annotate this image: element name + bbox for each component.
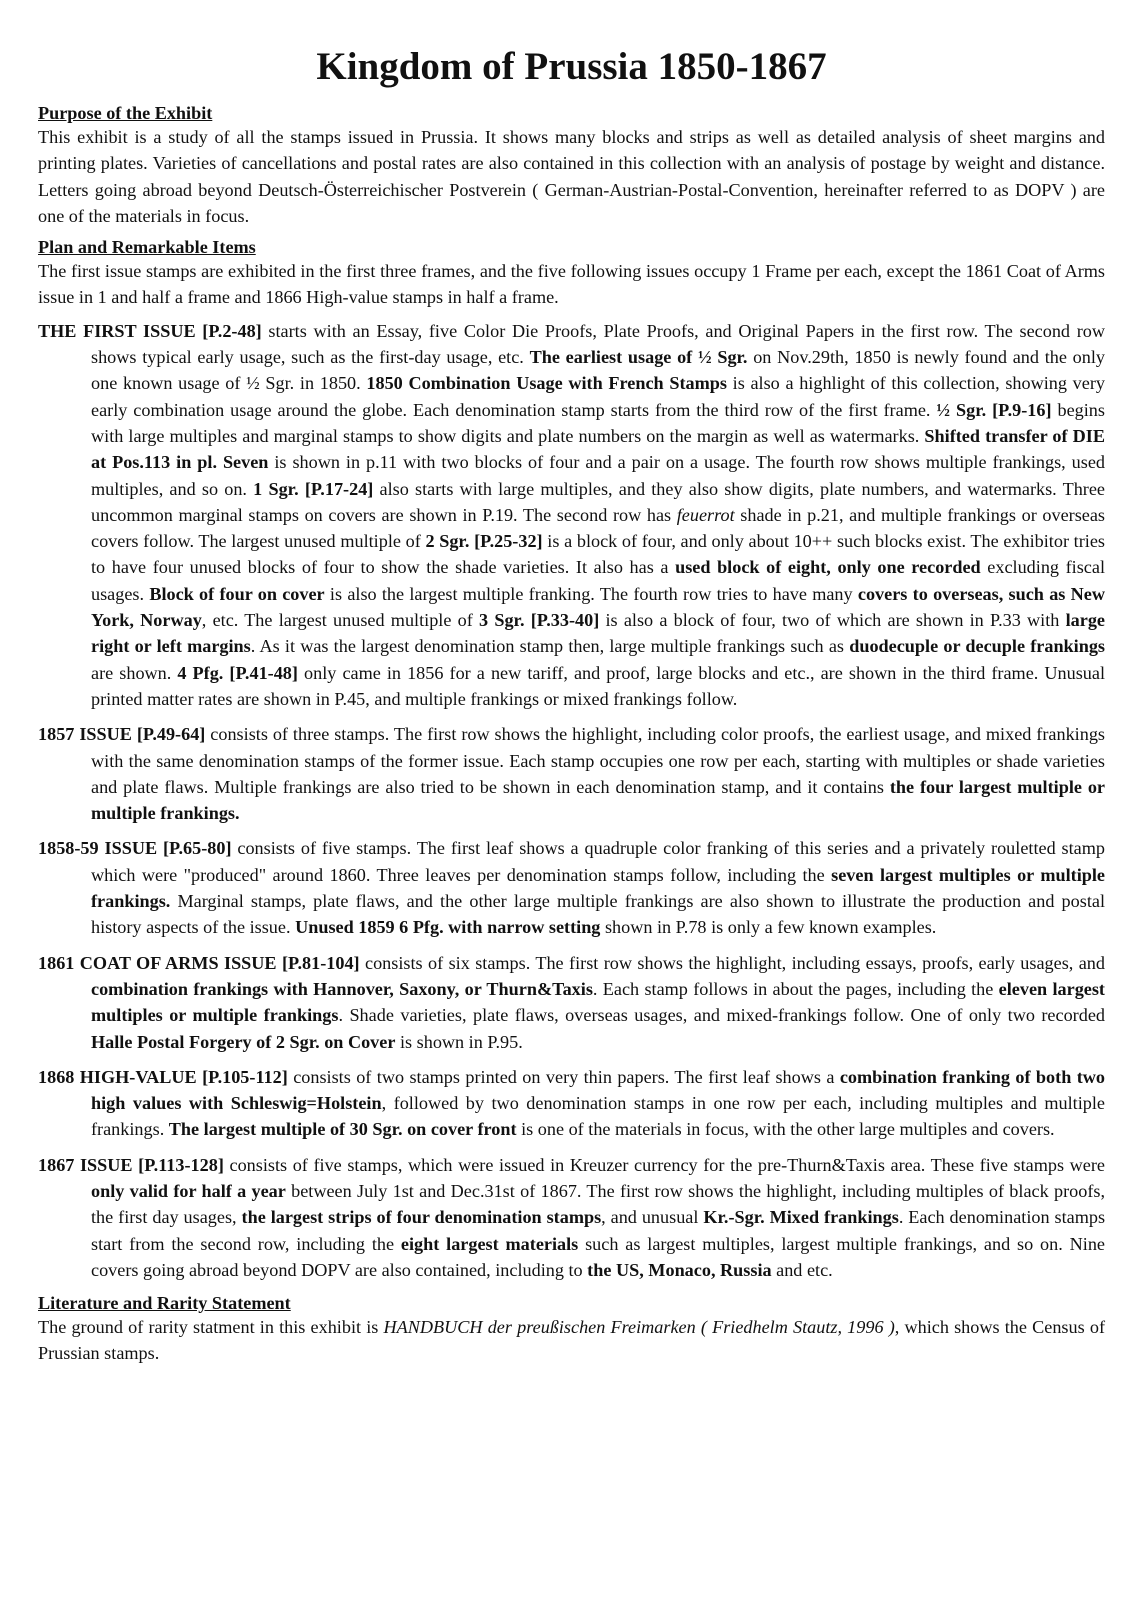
issue-title: 1868 HIGH-VALUE [P.105-112] — [38, 1066, 288, 1087]
text-run-bold: Unused 1859 6 Pfg. with narrow setting — [295, 917, 601, 938]
text-run-bold: The largest multiple of 30 Sgr. on cover front — [168, 1119, 517, 1140]
issue-1861-paragraph — [38, 950, 1105, 1055]
text-run-bold: 3 Sgr. — [479, 610, 525, 631]
text-run: starts with an Essay, five Color Die Proofs, Plate Proofs, and Original Papers in the first row. The second row shows typical early usage, such as the first-day usage, etc. — [91, 320, 1105, 368]
text-run-bold: the four largest multiple or multiple frankings. — [91, 776, 1105, 824]
text-run-bold: Halle Postal Forgery of 2 Sgr. on Cover — [91, 1031, 396, 1052]
text-run: , etc. The largest unused multiple of — [201, 610, 480, 631]
text-run: such as largest multiples, largest multiple frankings, and so on. Nine covers going abroad beyond DOPV are also contained, including to — [91, 1233, 1105, 1280]
handbook-citation: HANDBUCH der preußischen Freimarken ( Friedhelm Stautz, 1996 ) — [383, 1317, 895, 1338]
literature-section — [38, 1292, 1105, 1367]
text-run-bold: 1850 Combination Usage with French Stamps — [366, 373, 727, 394]
text-run-bold: 1 Sgr. — [253, 478, 299, 499]
issue-title: THE FIRST ISSUE [P.2-48] — [38, 320, 262, 341]
text-run: shown in P.78 is only a few known examples. — [600, 917, 937, 938]
text-run-bold: eight largest materials — [400, 1233, 579, 1254]
text-run-bold: [P.33-40] — [524, 610, 600, 631]
text-run: . Each denomination stamps start from the second row, including the — [91, 1207, 1106, 1254]
text-run: , and unusual — [601, 1207, 704, 1228]
plan-text: The first issue stamps are exhibited in the first three frames, and the five following issues occupy 1 Frame per each, except the 1861 Coat of Arms issue in 1 and half a frame and 1866 High-value stamps in half a frame. — [38, 261, 1105, 308]
text-run-bold: [P.17-24] — [298, 478, 374, 499]
text-run-bold: 2 Sgr. — [425, 531, 470, 552]
literature-heading: Literature and Rarity Statement — [38, 1293, 291, 1314]
plan-section — [38, 236, 1105, 311]
text-run: is one of the materials in focus, with the other large multiples and covers. — [516, 1119, 1055, 1140]
text-run: and etc. — [771, 1259, 833, 1280]
text-run: only came in 1856 for a new tariff, and proof, large blocks and etc., are shown in the third frame. Unusual printed matter rates are shown in P.45, and multiple frankings or mixed frankings follow. — [91, 662, 1106, 709]
text-run-bold: duodecuple or decuple frankings — [849, 636, 1106, 657]
text-run-bold: [P.41-48] — [223, 662, 298, 683]
text-run: is shown in P.95. — [395, 1031, 523, 1052]
text-run-bold: only valid for half a year — [91, 1180, 286, 1201]
text-run: shade in p.21, and multiple frankings or overseas covers follow. The largest unused multiple of — [91, 504, 1105, 552]
text-run-bold: the US, Monaco, Russia — [587, 1259, 772, 1280]
text-run: is shown in p.11 with two blocks of four and a pair on a usage. The fourth row shows multiple frankings, used multiples, and so on. — [91, 452, 1106, 499]
text-run: consists of three stamps. The first row shows the highlight, including color proofs, the earliest usage, and mixed frankings with the same denomination stamps of the former issue. Each stamp occupies one row per each, starting with multiples or shade varieties and plate flaws. Multiple frankings are also tried to be shown in each denomination stamp, and it contains — [91, 724, 1105, 797]
text-run-bold: seven largest multiples or multiple frankings. — [91, 864, 1105, 912]
text-run-bold: ½ Sgr. — [936, 399, 987, 420]
text-run: Marginal stamps, plate flaws, and the other large multiple frankings are also shown to illustrate the production and postal history aspects of the issue. — [91, 891, 1105, 938]
text-run: consists of five stamps, which were issued in Kreuzer currency for the pre-Thurn&Taxis area. These five stamps were — [223, 1154, 1105, 1175]
text-run-bold: eleven largest multiples or multiple frankings — [91, 978, 1105, 1026]
plan-heading: Plan and Remarkable Items — [38, 237, 256, 258]
text-run: , which shows the Census of Prussian stamps. — [38, 1317, 1105, 1364]
text-run-bold: The earliest usage of ½ Sgr. — [529, 347, 748, 368]
text-run: also starts with large multiples, and they also show digits, plate numbers, and watermarks. Three uncommon marginal stamps on covers are shown in P.19. The second row has — [91, 478, 1105, 525]
text-run: on Nov.29th, 1850 is newly found and the only one known usage of ½ Sgr. in 1850. — [91, 347, 1105, 394]
text-run-bold: Kr.-Sgr. Mixed frankings — [703, 1207, 899, 1228]
text-run: consists of five stamps. The first leaf shows a quadruple color franking of this series and a privately rouletted stamp which were "produced" around 1860. Three leaves per denomination stamps follow, including the — [91, 838, 1105, 885]
text-run-bold: the largest strips of four denomination stamps — [241, 1207, 602, 1228]
text-run-bold: Shifted transfer of DIE at Pos.113 in pl. Seven — [91, 425, 1106, 473]
text-run-bold: 4 Pfg. — [177, 662, 224, 683]
text-run-italic: feuerrot — [676, 504, 735, 525]
page-title: Kingdom of Prussia 1850-1867 — [316, 45, 827, 88]
text-run: , followed by two denomination stamps in one row per each, including multiples and multiple frankings. — [91, 1093, 1105, 1140]
text-run-bold: covers to overseas, such as New York, Norway — [91, 583, 1105, 631]
text-run-bold: combination frankings with Hannover, Saxony, or Thurn&Taxis — [91, 978, 593, 999]
issue-1868-paragraph — [38, 1064, 1105, 1143]
text-run: is also a block of four, two of which are shown in P.33 with — [599, 610, 1066, 631]
text-run: begins with large multiples and marginal stamps to show digits and plate numbers on the margin as well as watermarks. — [91, 399, 1105, 446]
issue-title: 1858-59 ISSUE [P.65-80] — [38, 838, 232, 859]
text-run: consists of six stamps. The first row shows the highlight, including essays, proofs, early usages, and — [359, 952, 1105, 973]
literature-text — [38, 1314, 1105, 1367]
text-run-bold: [P.25-32] — [469, 531, 543, 552]
text-run: . As it was the largest denomination stamp then, large multiple frankings such as — [250, 636, 850, 657]
text-run-bold: [P.9-16] — [986, 399, 1052, 420]
text-run: is also the largest multiple franking. The fourth row tries to have many — [324, 583, 858, 604]
issue-1858-59-paragraph — [38, 835, 1105, 940]
purpose-text: This exhibit is a study of all the stamps issued in Prussia. It shows many blocks and strips as well as detailed analysis of sheet margins and printing plates. Varieties of cancellations and postal rates are also contained in this collection with an analysis of postage by weight and distance. Letters going abroad beyond Deutsch-Österreichischer Postverein ( German-Austrian-Postal-Convention, hereinafter referred to as DOPV ) are one of the materials in focus. — [38, 127, 1105, 226]
first-issue-paragraph — [38, 318, 1105, 712]
issue-title: 1867 ISSUE [P.113-128] — [38, 1154, 224, 1175]
text-run: The ground of rarity statment in this exhibit is — [38, 1317, 384, 1338]
text-run: is a block of four, and only about 10++ such blocks exist. The exhibitor tries to have four unused blocks of four to show the shade varieties. It also has a — [91, 531, 1105, 578]
issue-1857-paragraph — [38, 721, 1105, 826]
text-run: excluding fiscal usages. — [91, 557, 1105, 604]
purpose-section — [38, 102, 1105, 229]
issue-1867-paragraph — [38, 1152, 1105, 1283]
text-run-bold: used block of eight, only one recorded — [675, 557, 981, 578]
text-run: between July 1st and Dec.31st of 1867. The first row shows the highlight, including multiples of black proofs, the first day usages, — [91, 1180, 1105, 1228]
text-run: . Shade varieties, plate flaws, overseas usages, and mixed-frankings follow. One of only two recorded — [338, 1005, 1105, 1026]
issue-title: 1861 COAT OF ARMS ISSUE [P.81-104] — [38, 952, 360, 973]
text-run: are shown. — [91, 662, 178, 683]
text-run-bold: large right or left margins — [91, 610, 1105, 657]
text-run-bold: combination franking of both two high values with Schleswig=Holstein — [91, 1066, 1105, 1114]
purpose-heading: Purpose of the Exhibit — [38, 103, 213, 123]
text-run: is also a highlight of this collection, showing very early combination usage around the globe. Each denomination stamp starts from the third row of the first frame. — [91, 373, 1105, 420]
text-run-bold: Block of four on cover — [149, 583, 325, 604]
text-run: . Each stamp follows in about the pages, including the — [592, 978, 999, 999]
issue-title: 1857 ISSUE [P.49-64] — [38, 724, 206, 745]
text-run: consists of two stamps printed on very thin papers. The first leaf shows a — [287, 1066, 840, 1087]
